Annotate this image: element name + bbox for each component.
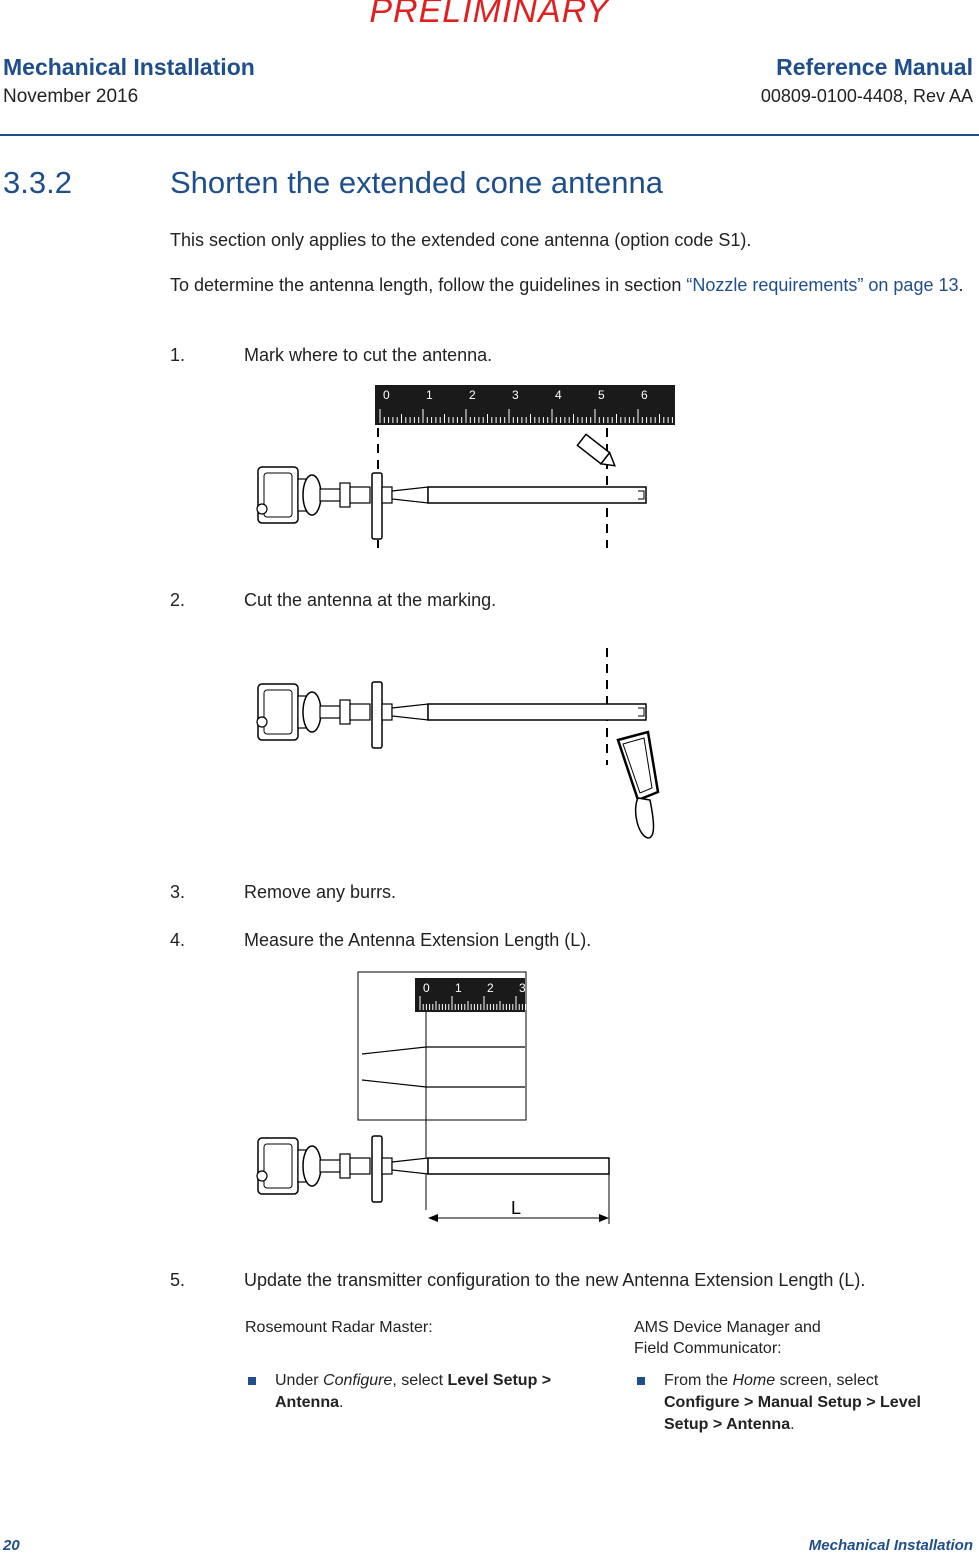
antenna-extension-1 bbox=[428, 487, 646, 503]
menu-path: Configure > Manual Setup > Level Setup > Antenna bbox=[664, 1394, 921, 1433]
radar-master-instruction bbox=[275, 1370, 585, 1414]
header-chapter-title: Mechanical Installation bbox=[3, 54, 255, 80]
ruler-label: 3 bbox=[519, 981, 526, 995]
ams-instruction bbox=[664, 1370, 954, 1436]
step-5-text: Update the transmitter configuration to the new Antenna Extension Length (L). bbox=[244, 1270, 866, 1290]
ruler-2 bbox=[415, 978, 525, 1012]
menu-configure: Configure bbox=[323, 1372, 393, 1389]
ruler-label: 4 bbox=[555, 388, 562, 402]
pencil-icon bbox=[577, 434, 619, 471]
step-2-number: 2. bbox=[170, 590, 186, 610]
length-dimension bbox=[428, 1198, 609, 1222]
ruler-label: 6 bbox=[641, 388, 648, 402]
intro-paragraph-2 bbox=[170, 273, 975, 298]
menu-home: Home bbox=[732, 1372, 776, 1389]
intro-period: . bbox=[958, 275, 964, 295]
header-doc-number: 00809-0100-4408, Rev AA bbox=[760, 86, 973, 106]
step-4-text: Measure the Antenna Extension Length (L). bbox=[244, 930, 592, 950]
ruler-label: 1 bbox=[426, 388, 433, 402]
page-number: 20 bbox=[3, 1537, 20, 1554]
step-1-number: 1. bbox=[170, 345, 186, 365]
ruler-label: 0 bbox=[383, 388, 390, 402]
ruler-label: 5 bbox=[598, 388, 605, 402]
radar-master-heading: Rosemount Radar Master: bbox=[245, 1319, 433, 1336]
step-1-text: Mark where to cut the antenna. bbox=[244, 345, 493, 365]
ruler-label: 0 bbox=[423, 981, 430, 995]
step-2-text: Cut the antenna at the marking. bbox=[244, 590, 497, 610]
bullet-text: screen, select bbox=[775, 1372, 879, 1389]
transmitter-3 bbox=[257, 1136, 428, 1202]
header-divider bbox=[0, 134, 979, 136]
figure-mark-antenna bbox=[250, 383, 680, 553]
step-3-text: Remove any burrs. bbox=[244, 882, 397, 902]
bullet-icon bbox=[637, 1377, 645, 1385]
menu-path: Level Setup > Antenna bbox=[275, 1372, 552, 1411]
footer-section: Mechanical Installation bbox=[808, 1537, 973, 1554]
bullet-text: From the bbox=[664, 1372, 733, 1389]
bullet-text: Under bbox=[275, 1372, 324, 1389]
header-date: November 2016 bbox=[3, 86, 139, 107]
ruler-label: 1 bbox=[455, 981, 462, 995]
ruler-label: 3 bbox=[512, 388, 519, 402]
step-5-number: 5. bbox=[170, 1270, 186, 1290]
figure-cut-antenna bbox=[250, 640, 680, 850]
ams-heading-line-1: AMS Device Manager and bbox=[634, 1319, 821, 1336]
antenna-extension-2 bbox=[428, 704, 646, 720]
length-label: L bbox=[510, 1198, 522, 1218]
ruler-label: 2 bbox=[469, 388, 476, 402]
figure-measure-length bbox=[250, 970, 630, 1226]
hacksaw-icon bbox=[618, 732, 658, 838]
preliminary-watermark: PRELIMINARY bbox=[369, 0, 610, 30]
ruler-label: 2 bbox=[487, 981, 494, 995]
step-3-number: 3. bbox=[170, 882, 186, 902]
section-number: 3.3.2 bbox=[3, 165, 72, 200]
transmitter-2 bbox=[257, 682, 428, 748]
intro-text: To determine the antenna length, follow the guidelines in section bbox=[170, 275, 687, 295]
antenna-extension-3 bbox=[428, 1158, 609, 1174]
header-manual-title: Reference Manual bbox=[776, 54, 973, 80]
ruler-1 bbox=[375, 385, 675, 425]
bullet-text: . bbox=[339, 1394, 344, 1411]
ams-heading-line-2: Field Communicator: bbox=[634, 1340, 782, 1357]
nozzle-requirements-link[interactable]: “Nozzle requirements” on page 13 bbox=[686, 275, 959, 295]
intro-paragraph-1: This section only applies to the extended cone antenna (option code S1). bbox=[170, 230, 752, 250]
bullet-icon bbox=[248, 1377, 256, 1385]
bullet-text: , select bbox=[392, 1372, 448, 1389]
step-4-number: 4. bbox=[170, 930, 186, 950]
transmitter-1 bbox=[257, 467, 428, 539]
section-title: Shorten the extended cone antenna bbox=[170, 165, 663, 200]
bullet-text: . bbox=[790, 1416, 795, 1433]
